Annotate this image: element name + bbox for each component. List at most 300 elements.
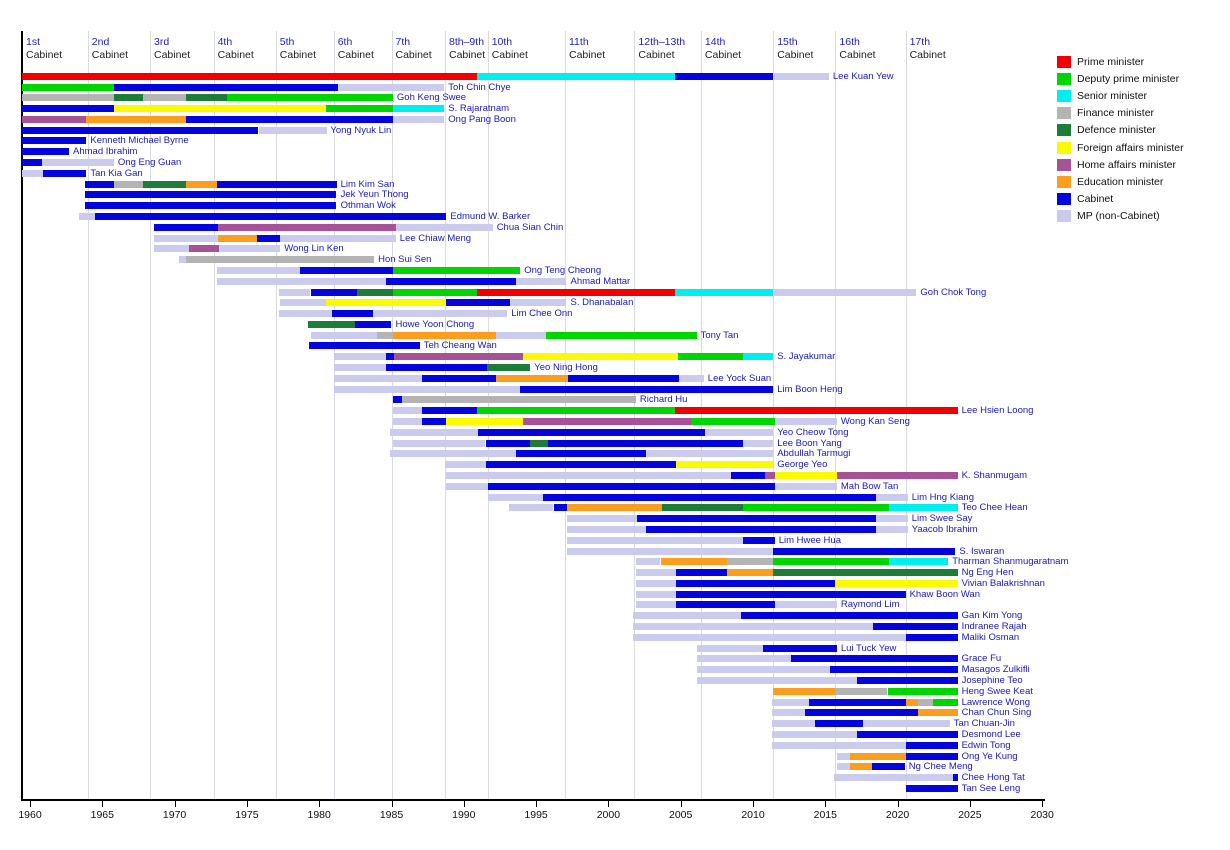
person-label: Chan Chun Sing [961, 707, 1032, 719]
timeline-segment-def [114, 94, 143, 101]
legend-swatch-pm [1057, 56, 1071, 68]
timeline-segment-cab [309, 342, 420, 349]
timeline-segment-mp [334, 353, 386, 360]
timeline-segment-mp [567, 515, 638, 522]
timeline-segment-mp [697, 645, 764, 652]
cabinet-header [705, 36, 741, 61]
person-label: Goh Chok Tong [920, 286, 987, 298]
timeline-segment-dpm [546, 332, 696, 339]
person-label: Lawrence Wong [961, 696, 1031, 708]
timeline-segment-sm [675, 289, 773, 296]
timeline-segment-cab [676, 601, 774, 608]
timeline-segment-mp [705, 429, 773, 436]
cabinet-header-ordinal: 5th [279, 36, 295, 48]
person-label: Yeo Cheow Tong [777, 426, 849, 438]
timeline-segment-mp [390, 429, 478, 436]
timeline-segment-fin [143, 94, 186, 101]
timeline-segment-mp [390, 450, 516, 457]
cabinet-header-word: Cabinet [26, 48, 63, 61]
legend-label-dpm: Deputy prime minister [1077, 73, 1180, 86]
timeline-segment-mp [636, 558, 661, 565]
timeline-segment-mp [179, 256, 186, 263]
person-label: Wong Lin Ken [284, 243, 344, 255]
legend-label-for: Foreign affairs minister [1077, 141, 1184, 154]
timeline-segment-mp [567, 526, 647, 533]
person-label: Yeo Ning Hong [534, 362, 598, 373]
person-label: Yong Nyuk Lin [330, 124, 392, 136]
axis-tick-label: 2000 [596, 809, 621, 821]
timeline-segment-cab [22, 105, 114, 112]
timeline-segment-mp [396, 224, 493, 231]
cabinet-gridline [835, 31, 836, 800]
timeline-segment-mp [496, 332, 547, 339]
person-label: Chua Sian Chin [496, 221, 564, 233]
timeline-segment-mp [773, 73, 829, 80]
timeline-segment-cab [906, 785, 958, 792]
person-label: Vivian Balakrishnan [961, 577, 1045, 589]
timeline-segment-edu [661, 558, 728, 565]
timeline-segment-cab [906, 742, 958, 749]
cabinet-gridline [488, 31, 489, 800]
person-label: Lee Yock Suan [707, 372, 772, 384]
legend-label-edu: Education minister [1077, 175, 1164, 188]
axis-tick-label: 1980 [307, 809, 331, 821]
timeline-segment-mp [42, 159, 114, 166]
axis-tick-label: 1975 [235, 809, 259, 821]
person-label: Ng Chee Meng [908, 761, 973, 773]
timeline-segment-cab [332, 310, 373, 317]
person-label: Raymond Lim [840, 599, 900, 611]
timeline-segment-mp [697, 666, 830, 673]
person-label: Edwin Tong [961, 739, 1011, 751]
timeline-segment-cab [486, 440, 531, 447]
timeline-segment-mp [775, 601, 837, 608]
cabinet-header-ordinal: 12th–13th [638, 36, 686, 48]
timeline-segment-dpm [326, 105, 393, 112]
timeline-segment-mp [775, 483, 837, 490]
timeline-segment-cab [830, 666, 958, 673]
timeline-segment-edu [567, 504, 662, 511]
person-label: Ng Eng Hen [961, 567, 1014, 578]
timeline-segment-mp [567, 537, 743, 544]
timeline-segment-mp [636, 601, 677, 608]
cabinet-header [218, 36, 254, 61]
timeline-segment-cab [543, 494, 876, 501]
cabinet-header-ordinal: 16th [839, 36, 860, 48]
timeline-segment-mp [636, 580, 677, 587]
timeline-segment-cab [22, 148, 69, 155]
timeline-segment-cab [646, 526, 876, 533]
timeline-segment-mp [876, 515, 908, 522]
timeline-segment-mp [488, 494, 543, 501]
timeline-segment-sm [393, 105, 444, 112]
axis-tick-label: 2005 [669, 809, 693, 821]
person-label: Lim Chee Onn [511, 308, 573, 320]
timeline-segment-fin [114, 181, 143, 188]
timeline-segment-mp [509, 504, 554, 511]
timeline-segment-mp [393, 116, 444, 123]
legend-swatch-mp [1057, 210, 1071, 222]
timeline-segment-mp [446, 472, 731, 479]
timeline-segment-mp [567, 548, 774, 555]
axis-tick-label: 1995 [524, 809, 548, 821]
axis-tick [608, 801, 609, 807]
timeline-segment-sm [889, 504, 958, 511]
timeline-segment-fin [22, 94, 114, 101]
timeline-segment-for [523, 353, 678, 360]
person-label: Ong Teng Cheong [524, 264, 602, 276]
timeline-segment-def [186, 94, 227, 101]
person-label: Toh Chin Chye [448, 81, 511, 93]
person-label: Wong Kan Seng [840, 416, 910, 427]
cabinet-header-ordinal: 17th [909, 36, 931, 48]
timeline-segment-mp [646, 450, 773, 457]
timeline-segment-mp [772, 720, 815, 727]
person-label: Teo Chee Hean [961, 502, 1028, 514]
person-label: Lim Hwee Hua [778, 534, 841, 546]
legend-swatch-cab [1057, 193, 1071, 205]
person-label: Heng Swee Keat [961, 685, 1033, 697]
cabinet-header-word: Cabinet [839, 48, 876, 61]
axis-tick-label: 2015 [813, 809, 837, 821]
cabinet-header-word: Cabinet [217, 48, 254, 61]
timeline-segment-mp [217, 278, 386, 285]
timeline-segment-cab [22, 137, 86, 144]
person-label: Ong Ye Kung [961, 750, 1018, 762]
timeline-segment-def [773, 569, 957, 576]
timeline-segment-cab [637, 515, 876, 522]
cabinet-header-word: Cabinet [909, 48, 946, 61]
cabinet-gridline [773, 31, 774, 800]
timeline-segment-cab [311, 289, 357, 296]
timeline-segment-pm [675, 407, 958, 414]
axis-tick-label: 1985 [379, 809, 404, 821]
cabinet-header-ordinal: 3rd [154, 36, 170, 48]
timeline-segment-cab [393, 396, 402, 403]
person-label: Lee Kuan Yew [832, 70, 894, 82]
timeline-segment-edu [918, 709, 958, 716]
timeline-segment-cab [217, 181, 337, 188]
axis-tick [102, 801, 103, 807]
cabinet-header-word: Cabinet [154, 48, 191, 61]
axis-tick [247, 801, 248, 807]
timeline-segment-dpm [477, 407, 675, 414]
timeline-segment-home [218, 224, 396, 231]
timeline-segment-def [357, 289, 393, 296]
cabinet-header-ordinal: 10th [491, 36, 513, 48]
person-label: Chee Hong Tat [961, 772, 1025, 783]
axis-tick [319, 801, 320, 807]
timeline-segment-cab [154, 224, 218, 231]
timeline-segment-home [837, 472, 958, 479]
timeline-segment-cab [906, 634, 958, 641]
legend-swatch-fin [1057, 107, 1071, 119]
person-label: Jek Yeun Thong [340, 189, 409, 201]
legend-label-sm: Senior minister [1077, 90, 1148, 103]
timeline-segment-for [835, 580, 957, 587]
cabinet-header-ordinal: 4th [217, 36, 233, 48]
timeline-segment-cab [478, 429, 705, 436]
timeline-segment-edu [393, 332, 496, 339]
timeline-segment-cab [22, 127, 258, 134]
person-label: Ahmad Ibrahim [73, 146, 138, 158]
cabinet-gridline [445, 31, 446, 800]
cabinet-header-word: Cabinet [279, 48, 316, 61]
axis-tick-label: 1970 [162, 809, 187, 821]
timeline-segment-cab [731, 472, 764, 479]
timeline-segment-mp [633, 634, 906, 641]
timeline-segment-pm [22, 73, 477, 80]
person-label: Grace Fu [961, 653, 1002, 665]
person-label: Lee Boon Yang [777, 437, 842, 449]
timeline-segment-mp [393, 440, 486, 447]
axis-tick-label: 1990 [452, 809, 476, 821]
timeline-segment-for [446, 418, 523, 425]
person-label: Tony Tan [700, 329, 739, 341]
timeline-segment-cab [422, 407, 477, 414]
timeline-segment-cab [763, 645, 837, 652]
timeline-segment-home [523, 418, 691, 425]
timeline-segment-def [487, 364, 530, 371]
person-label: Tan Kia Gan [90, 167, 143, 179]
cabinet-header-word: Cabinet [337, 48, 374, 61]
timeline-segment-mp [876, 526, 908, 533]
timeline-segment-cab [805, 709, 918, 716]
person-label: K. Shanmugam [961, 469, 1028, 481]
axis-tick [536, 801, 537, 807]
timeline-segment-edu [186, 181, 216, 188]
timeline-segment-cab [300, 267, 393, 274]
timeline-segment-mp [772, 731, 857, 738]
timeline-segment-edu [850, 763, 872, 770]
cabinet-header [396, 36, 432, 61]
timeline-segment-mp [633, 623, 873, 630]
timeline-segment-edu [850, 753, 906, 760]
timeline-segment-cab [873, 623, 958, 630]
timeline-segment-mp [79, 213, 95, 220]
timeline-segment-mp [311, 332, 378, 339]
cabinet-header [26, 36, 62, 61]
timeline-segment-mp [837, 753, 850, 760]
timeline-segment-mp [863, 720, 950, 727]
person-label: Lim Swee Say [911, 513, 973, 525]
cabinet-header [910, 36, 946, 61]
timeline-segment-cab [486, 461, 677, 468]
timeline-segment-fin [918, 699, 933, 706]
cabinet-header-word: Cabinet [449, 48, 486, 61]
person-label: Hon Sui Sen [378, 254, 432, 266]
person-label: Desmond Lee [961, 728, 1021, 740]
timeline-segment-mp [636, 591, 677, 598]
cabinet-header [839, 36, 875, 61]
timeline-segment-fin [186, 256, 374, 263]
timeline-segment-mp [775, 418, 837, 425]
timeline-segment-mp [373, 310, 508, 317]
timeline-segment-cab [422, 418, 447, 425]
cabinet-header-word: Cabinet [569, 48, 606, 61]
person-label: Tharman Shanmugaratnam [952, 556, 1069, 568]
person-label: Gan Kim Yong [961, 610, 1023, 622]
person-label: Josephine Teo [961, 674, 1023, 686]
legend-swatch-sm [1057, 90, 1071, 102]
timeline-segment-sm [743, 353, 773, 360]
timeline-segment-mp [679, 375, 704, 382]
timeline-segment-edu [906, 699, 918, 706]
cabinet-header [638, 36, 685, 61]
person-label: George Yeo [777, 459, 828, 471]
person-label: Tan See Leng [961, 782, 1021, 794]
person-label: Richard Hu [639, 394, 688, 406]
timeline-segment-mp [516, 278, 567, 285]
timeline-segment-mp [279, 289, 311, 296]
cabinet-gridline [565, 31, 566, 800]
person-label: Lim Kim San [340, 178, 395, 190]
timeline-segment-def [662, 504, 743, 511]
timeline-segment-cab [857, 731, 958, 738]
timeline-segment-cab [568, 375, 679, 382]
cabinet-header-word: Cabinet [491, 48, 528, 61]
timeline-segment-cab [488, 483, 774, 490]
axis-tick [825, 801, 826, 807]
person-label: Yaacob Ibrahim [911, 523, 978, 535]
timeline-segment-dpm [393, 267, 520, 274]
person-label: Ong Pang Boon [448, 113, 516, 125]
axis-tick-label: 1960 [18, 809, 42, 821]
cabinet-header [449, 36, 485, 61]
legend-swatch-for [1057, 142, 1071, 154]
person-label: Maliki Osman [961, 631, 1020, 643]
timeline-segment-mp [772, 742, 906, 749]
cabinet-header [338, 36, 374, 61]
timeline-segment-cab [815, 720, 863, 727]
cabinet-header-word: Cabinet [638, 48, 675, 61]
timeline-segment-cab [520, 386, 773, 393]
timeline-segment-for [326, 299, 446, 306]
timeline-segment-cab [257, 235, 280, 242]
axis-tick [175, 801, 176, 807]
cabinet-gridline [334, 31, 335, 800]
timeline-segment-mp [773, 289, 916, 296]
cabinet-header-ordinal: 2nd [91, 36, 110, 48]
cabinet-header-word: Cabinet [777, 48, 814, 61]
timeline-segment-mp [834, 774, 953, 781]
legend-label-fin: Finance minister [1077, 107, 1155, 120]
timeline-segment-fin [727, 558, 773, 565]
cabinet-header-word: Cabinet [395, 48, 432, 61]
cabinet-header-ordinal: 14th [704, 36, 726, 48]
timeline-segment-cab [743, 537, 775, 544]
timeline-segment-cab [114, 84, 338, 91]
timeline-segment-sm [889, 558, 948, 565]
timeline-segment-mp [636, 569, 677, 576]
person-label: Khaw Boon Wan [909, 588, 981, 600]
axis-tick [1042, 801, 1043, 807]
person-label: Lim Boon Heng [777, 383, 843, 395]
timeline-segment-def [143, 181, 186, 188]
person-label: Goh Keng Swee [396, 92, 467, 104]
person-label: Masagos Zulkifli [961, 664, 1030, 676]
cabinet-header-ordinal: 6th [337, 36, 353, 48]
timeline-segment-mp [334, 375, 422, 382]
timeline-segment-cab [741, 612, 957, 619]
timeline-segment-fin [377, 332, 393, 339]
axis-tick-label: 2030 [1030, 809, 1054, 821]
timeline-segment-cab [554, 504, 567, 511]
timeline-segment-cab [355, 321, 391, 328]
timeline-segment-cab [906, 753, 958, 760]
cabinet-header-word: Cabinet [91, 48, 128, 61]
cabinet-gridline [276, 31, 277, 800]
cabinet-gridline [392, 31, 393, 800]
timeline-segment-cab [85, 202, 337, 209]
axis-tick [681, 801, 682, 807]
timeline-segment-for [775, 472, 837, 479]
timeline-segment-cab [85, 191, 337, 198]
timeline-segment-dpm [678, 353, 743, 360]
person-label: Ahmad Mattar [570, 275, 631, 287]
timeline-segment-mp [772, 699, 810, 706]
timeline-segment-home [394, 353, 523, 360]
timeline-segment-dpm [393, 289, 477, 296]
legend-label-def: Defence minister [1077, 124, 1156, 137]
timeline-segment-def [530, 440, 547, 447]
timeline-segment-dpm [933, 699, 958, 706]
timeline-segment-mp [154, 235, 218, 242]
axis-tick-label: 2010 [741, 809, 765, 821]
legend-label-cab: Cabinet [1077, 192, 1114, 205]
timeline-segment-mp [280, 235, 396, 242]
cabinet-header [777, 36, 813, 61]
axis-tick-label: 2020 [885, 809, 910, 821]
timeline-segment-cab [953, 774, 957, 781]
axis-tick [898, 801, 899, 807]
person-label: Lui Tuck Yew [840, 642, 897, 654]
timeline-segment-def [308, 321, 356, 328]
person-label: Lim Hng Kiang [911, 491, 974, 503]
axis-tick [464, 801, 465, 807]
cabinet-gridline [701, 31, 702, 800]
person-label: Mah Bow Tan [840, 480, 899, 492]
timeline-segment-mp [697, 655, 791, 662]
timeline-segment-cab [386, 364, 487, 371]
timeline-segment-cab [676, 580, 835, 587]
timeline-segment-mp [446, 483, 488, 490]
person-label: Lee Chiaw Meng [399, 232, 472, 244]
legend-swatch-home [1057, 159, 1071, 171]
timeline-segment-dpm [888, 688, 958, 695]
axis-tick [392, 801, 393, 807]
axis-tick [30, 801, 31, 807]
timeline-segment-cab [43, 170, 86, 177]
legend-label-home: Home affairs minister [1077, 158, 1177, 171]
timeline-segment-mp [772, 709, 805, 716]
timeline-segment-for [676, 461, 773, 468]
timeline-segment-cab [675, 73, 773, 80]
person-label: Tan Chuan-Jin [953, 718, 1015, 730]
person-label: S. Iswaran [959, 545, 1005, 557]
timeline-segment-cab [791, 655, 958, 662]
timeline-segment-mp [393, 407, 422, 414]
timeline-segment-dpm [22, 84, 114, 91]
timeline-segment-cab [422, 375, 496, 382]
person-label: S. Rajaratnam [448, 103, 510, 115]
legend-label-mp: MP (non-Cabinet) [1077, 209, 1160, 222]
timeline-segment-dpm [691, 418, 775, 425]
timeline-segment-pm [477, 289, 675, 296]
cabinet-header [492, 36, 528, 61]
cabinet-header-ordinal: 7th [395, 36, 411, 48]
timeline-segment-cab [386, 278, 516, 285]
